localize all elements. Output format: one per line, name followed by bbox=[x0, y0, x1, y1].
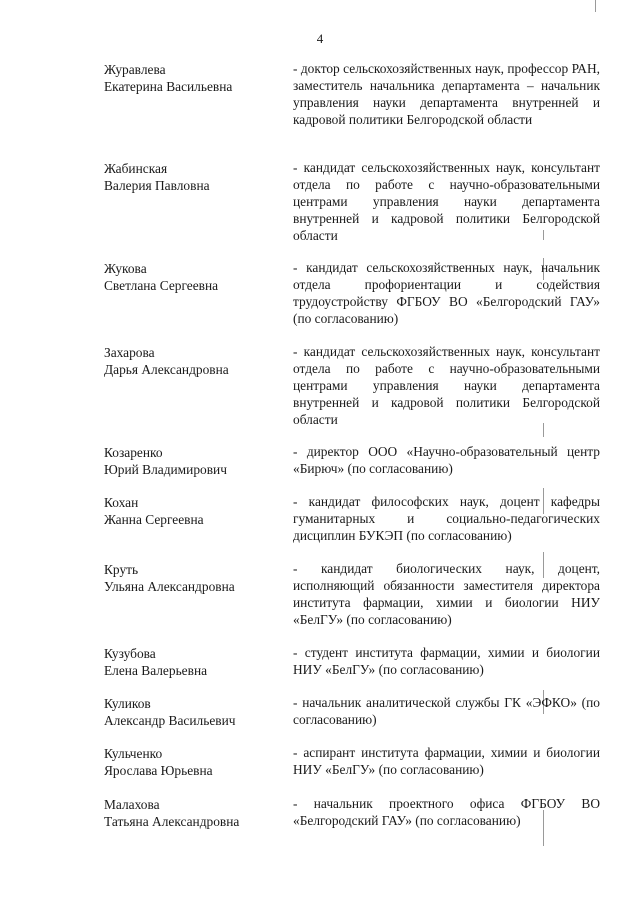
member-name bbox=[104, 344, 284, 378]
member-name bbox=[104, 561, 284, 595]
member-role: - аспирант института фармации, химии и биологии НИУ «БелГУ» (по согласованию) bbox=[293, 745, 600, 777]
member-role: - кандидат сельскохозяйственных наук, консультант отдела по работе с научно-образовательными центрами управления науки департамента внутренней и кадровой политики Белгородской области bbox=[293, 160, 600, 243]
member-given-names: Валерия Павловна bbox=[104, 178, 210, 193]
member-role: - кандидат сельскохозяйственных наук, консультант отдела по работе с научно-образовательными центрами управления науки департамента внутренней и кадровой политики Белгородской области bbox=[293, 344, 600, 427]
member-given-names: Светлана Сергеевна bbox=[104, 278, 219, 293]
member-name bbox=[104, 745, 284, 779]
member-name bbox=[104, 494, 284, 528]
member-surname: Жабинская bbox=[104, 161, 168, 176]
member-name bbox=[104, 61, 284, 95]
member-surname: Куликов bbox=[104, 696, 151, 711]
member-name bbox=[104, 645, 284, 679]
member-given-names: Ульяна Александровна bbox=[104, 579, 235, 594]
member-role: - кандидат философских наук, доцент кафедры гуманитарных и социально-педагогических дисциплин БУКЭП (по согласованию) bbox=[293, 494, 600, 543]
member-surname: Кохан bbox=[104, 495, 139, 510]
member-surname: Кузубова bbox=[104, 646, 156, 661]
page-number: 4 bbox=[316, 31, 324, 46]
member-given-names: Жанна Сергеевна bbox=[104, 512, 204, 527]
member-name bbox=[104, 695, 284, 729]
member-name bbox=[104, 796, 284, 830]
member-surname: Журавлева bbox=[104, 62, 166, 77]
member-role: - доктор сельскохозяйственных наук, профессор РАН, заместитель начальника департамента – начальник управления науки департамента внутренней и кадровой политики Белгородской области bbox=[293, 61, 600, 127]
member-name bbox=[104, 260, 284, 294]
member-surname: Малахова bbox=[104, 797, 160, 812]
member-given-names: Александр Васильевич bbox=[104, 713, 236, 728]
member-given-names: Екатерина Васильевна bbox=[104, 79, 233, 94]
member-role: - начальник аналитической службы ГК «ЭФКО» (по согласованию) bbox=[293, 695, 600, 727]
member-surname: Захарова bbox=[104, 345, 155, 360]
member-role: - начальник проектного офиса ФГБОУ ВО «Белгородский ГАУ» (по согласованию) bbox=[293, 796, 600, 828]
member-surname: Круть bbox=[104, 562, 139, 577]
member-role: - директор ООО «Научно-образовательный центр «Бирюч» (по согласованию) bbox=[293, 444, 600, 476]
member-given-names: Юрий Владимирович bbox=[104, 462, 227, 477]
member-given-names: Дарья Александровна bbox=[104, 362, 229, 377]
member-role: - кандидат сельскохозяйственных наук, начальник отдела профориентации и содействия трудоустройству ФГБОУ ВО «Белгородский ГАУ» (по согласованию) bbox=[293, 260, 600, 326]
member-surname: Козаренко bbox=[104, 445, 163, 460]
member-name bbox=[104, 160, 284, 194]
member-given-names: Елена Валерьевна bbox=[104, 663, 208, 678]
member-given-names: Татьяна Александровна bbox=[104, 814, 240, 829]
member-role: - кандидат биологических наук, доцент, исполняющий обязанности заместителя директора института фармации, химии и биологии НИУ «БелГУ» (по согласованию) bbox=[293, 561, 600, 627]
member-role: - студент института фармации, химии и биологии НИУ «БелГУ» (по согласованию) bbox=[293, 645, 600, 677]
member-surname: Жукова bbox=[104, 261, 147, 276]
member-given-names: Ярослава Юрьевна bbox=[104, 763, 213, 778]
member-name bbox=[104, 444, 284, 478]
member-surname: Кульченко bbox=[104, 746, 163, 761]
scan-artifact bbox=[595, 0, 596, 12]
